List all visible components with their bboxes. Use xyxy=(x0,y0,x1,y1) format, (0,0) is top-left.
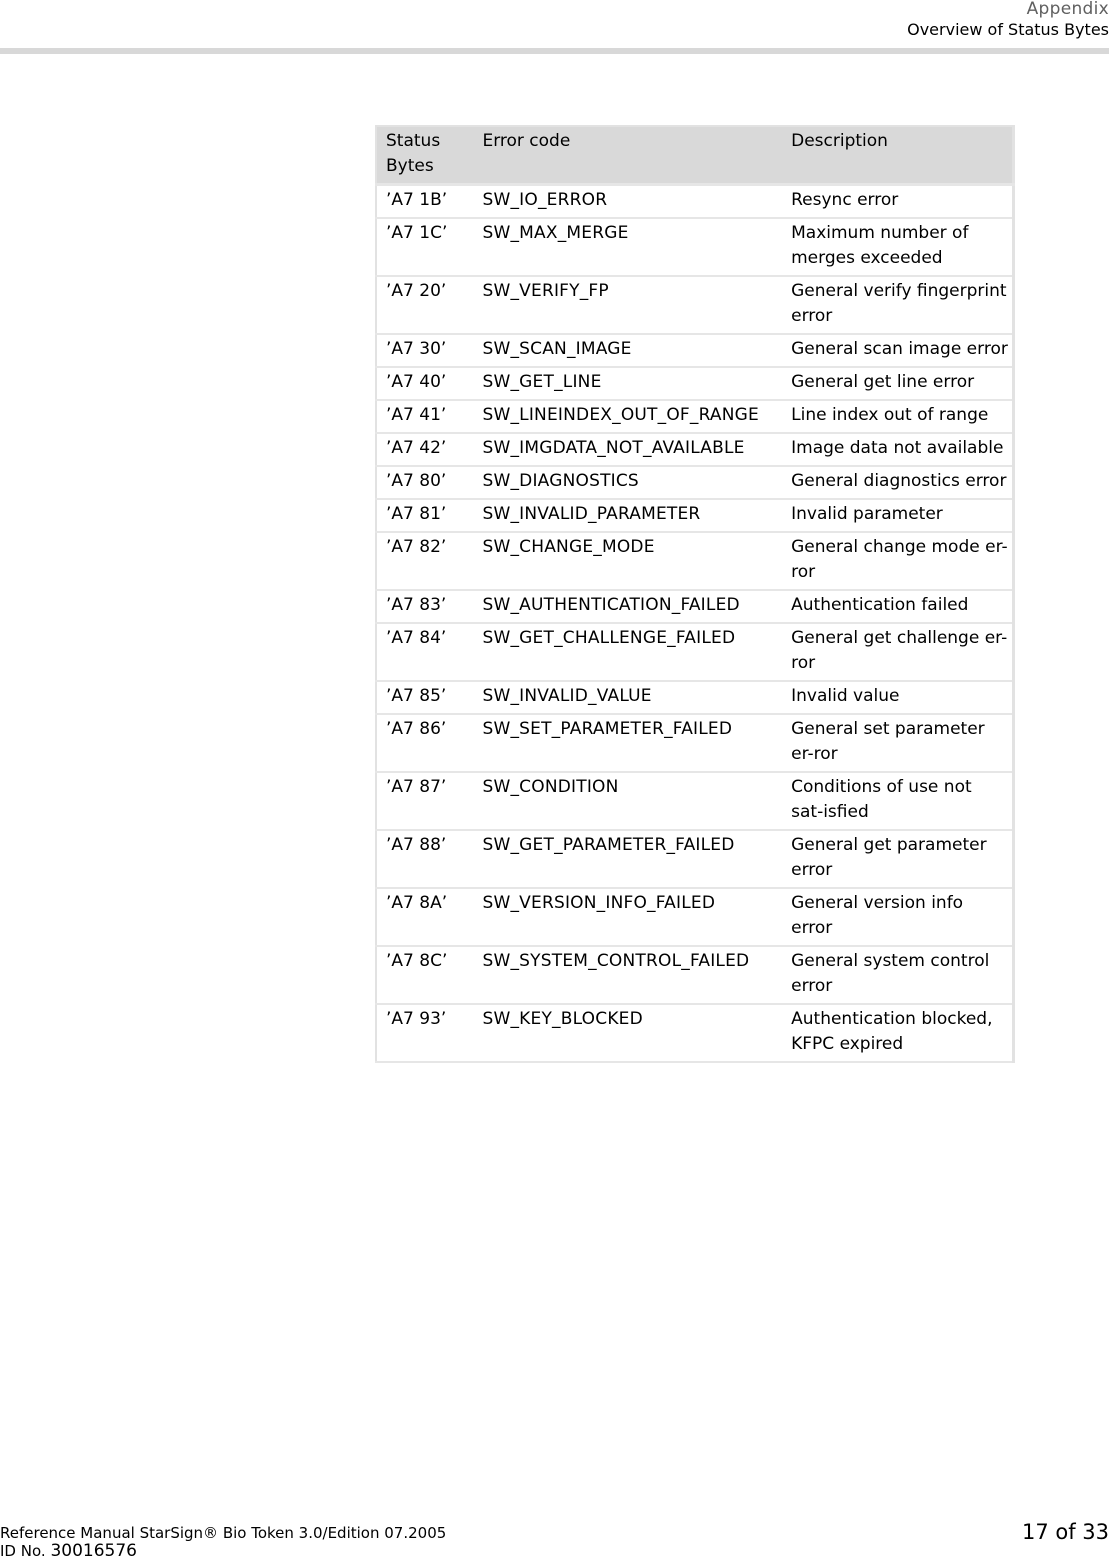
description-cell: General diagnostics error xyxy=(782,466,1013,499)
description-cell: General get challenge er-ror xyxy=(782,623,1013,681)
table-row xyxy=(376,532,1014,590)
description-cell: General get line error xyxy=(782,367,1013,400)
table-row xyxy=(376,1004,1014,1062)
error-code-cell: SW_IO_ERROR xyxy=(473,185,782,219)
error-code-cell: SW_DIAGNOSTICS xyxy=(473,466,782,499)
status-bytes-cell: ’A7 8A’ xyxy=(376,888,473,946)
error-code-cell: SW_CONDITION xyxy=(473,772,782,830)
description-cell: General get parameter error xyxy=(782,830,1013,888)
description-cell: General change mode er-ror xyxy=(782,532,1013,590)
status-bytes-cell: ’A7 88’ xyxy=(376,830,473,888)
table-row xyxy=(376,946,1014,1004)
description-cell: General version info error xyxy=(782,888,1013,946)
page-footer xyxy=(0,1524,446,1560)
error-code-cell: SW_GET_PARAMETER_FAILED xyxy=(473,830,782,888)
table-row xyxy=(376,623,1014,681)
status-bytes-cell: ’A7 83’ xyxy=(376,590,473,623)
table-row xyxy=(376,888,1014,946)
status-bytes-cell: ’A7 81’ xyxy=(376,499,473,532)
column-header-error-code: Error code xyxy=(473,126,782,185)
table-row xyxy=(376,334,1014,367)
table-row xyxy=(376,367,1014,400)
status-bytes-cell: ’A7 1B’ xyxy=(376,185,473,219)
column-header-status-bytes: Status Bytes xyxy=(376,126,473,185)
description-cell: Image data not available xyxy=(782,433,1013,466)
header-divider xyxy=(0,48,1109,54)
status-bytes-cell: ’A7 80’ xyxy=(376,466,473,499)
table-row xyxy=(376,276,1014,334)
table-body xyxy=(376,185,1014,1063)
description-cell: Resync error xyxy=(782,185,1013,219)
error-code-cell: SW_AUTHENTICATION_FAILED xyxy=(473,590,782,623)
description-cell: Maximum number of merges exceeded xyxy=(782,218,1013,276)
document-id xyxy=(0,1542,446,1560)
table-row xyxy=(376,185,1014,219)
error-code-cell: SW_SET_PARAMETER_FAILED xyxy=(473,714,782,772)
description-cell: General scan image error xyxy=(782,334,1013,367)
error-code-cell: SW_GET_CHALLENGE_FAILED xyxy=(473,623,782,681)
table-row xyxy=(376,499,1014,532)
manual-title: Reference Manual StarSign® Bio Token 3.0/Edition 07.2005 xyxy=(0,1524,447,1542)
table-header-row xyxy=(376,126,1014,185)
status-bytes-table xyxy=(375,125,1015,1063)
error-code-cell: SW_VERIFY_FP xyxy=(473,276,782,334)
status-bytes-cell: ’A7 1C’ xyxy=(376,218,473,276)
description-cell: Invalid value xyxy=(782,681,1013,714)
table-row xyxy=(376,590,1014,623)
table-row xyxy=(376,433,1014,466)
status-bytes-cell: ’A7 20’ xyxy=(376,276,473,334)
error-code-cell: SW_IMGDATA_NOT_AVAILABLE xyxy=(473,433,782,466)
description-cell: General verify fingerprint error xyxy=(782,276,1013,334)
page-header xyxy=(907,0,1109,41)
page-number: 17 of 33 xyxy=(1021,1520,1109,1544)
description-cell: Authentication blocked, KFPC expired xyxy=(782,1004,1013,1062)
id-number: 30016576 xyxy=(50,1541,137,1561)
error-code-cell: SW_CHANGE_MODE xyxy=(473,532,782,590)
chapter-title: Appendix xyxy=(1026,0,1109,19)
table-row xyxy=(376,400,1014,433)
status-bytes-cell: ’A7 30’ xyxy=(376,334,473,367)
error-code-cell: SW_INVALID_PARAMETER xyxy=(473,499,782,532)
error-code-cell: SW_KEY_BLOCKED xyxy=(473,1004,782,1062)
status-bytes-cell: ’A7 82’ xyxy=(376,532,473,590)
status-bytes-cell: ’A7 42’ xyxy=(376,433,473,466)
error-code-cell: SW_SCAN_IMAGE xyxy=(473,334,782,367)
column-header-description: Description xyxy=(782,126,1013,185)
table-row xyxy=(376,772,1014,830)
section-title: Overview of Status Bytes xyxy=(907,20,1109,39)
description-cell: Authentication failed xyxy=(782,590,1013,623)
status-bytes-cell: ’A7 85’ xyxy=(376,681,473,714)
status-bytes-cell: ’A7 86’ xyxy=(376,714,473,772)
status-bytes-cell: ’A7 84’ xyxy=(376,623,473,681)
description-cell: Conditions of use not sat-isfied xyxy=(782,772,1013,830)
description-cell: General system control error xyxy=(782,946,1013,1004)
id-label: ID No. xyxy=(0,1542,46,1560)
table-row xyxy=(376,681,1014,714)
status-bytes-cell: ’A7 8C’ xyxy=(376,946,473,1004)
error-code-cell: SW_SYSTEM_CONTROL_FAILED xyxy=(473,946,782,1004)
status-bytes-cell: ’A7 40’ xyxy=(376,367,473,400)
table-row xyxy=(376,714,1014,772)
table-row xyxy=(376,218,1014,276)
error-code-cell: SW_VERSION_INFO_FAILED xyxy=(473,888,782,946)
description-cell: Line index out of range xyxy=(782,400,1013,433)
error-code-cell: SW_MAX_MERGE xyxy=(473,218,782,276)
status-bytes-cell: ’A7 41’ xyxy=(376,400,473,433)
error-code-cell: SW_LINEINDEX_OUT_OF_RANGE xyxy=(473,400,782,433)
table-row xyxy=(376,466,1014,499)
description-cell: Invalid parameter xyxy=(782,499,1013,532)
table-row xyxy=(376,830,1014,888)
status-bytes-cell: ’A7 87’ xyxy=(376,772,473,830)
description-cell: General set parameter er-ror xyxy=(782,714,1013,772)
error-code-cell: SW_GET_LINE xyxy=(473,367,782,400)
status-bytes-cell: ’A7 93’ xyxy=(376,1004,473,1062)
error-code-cell: SW_INVALID_VALUE xyxy=(473,681,782,714)
